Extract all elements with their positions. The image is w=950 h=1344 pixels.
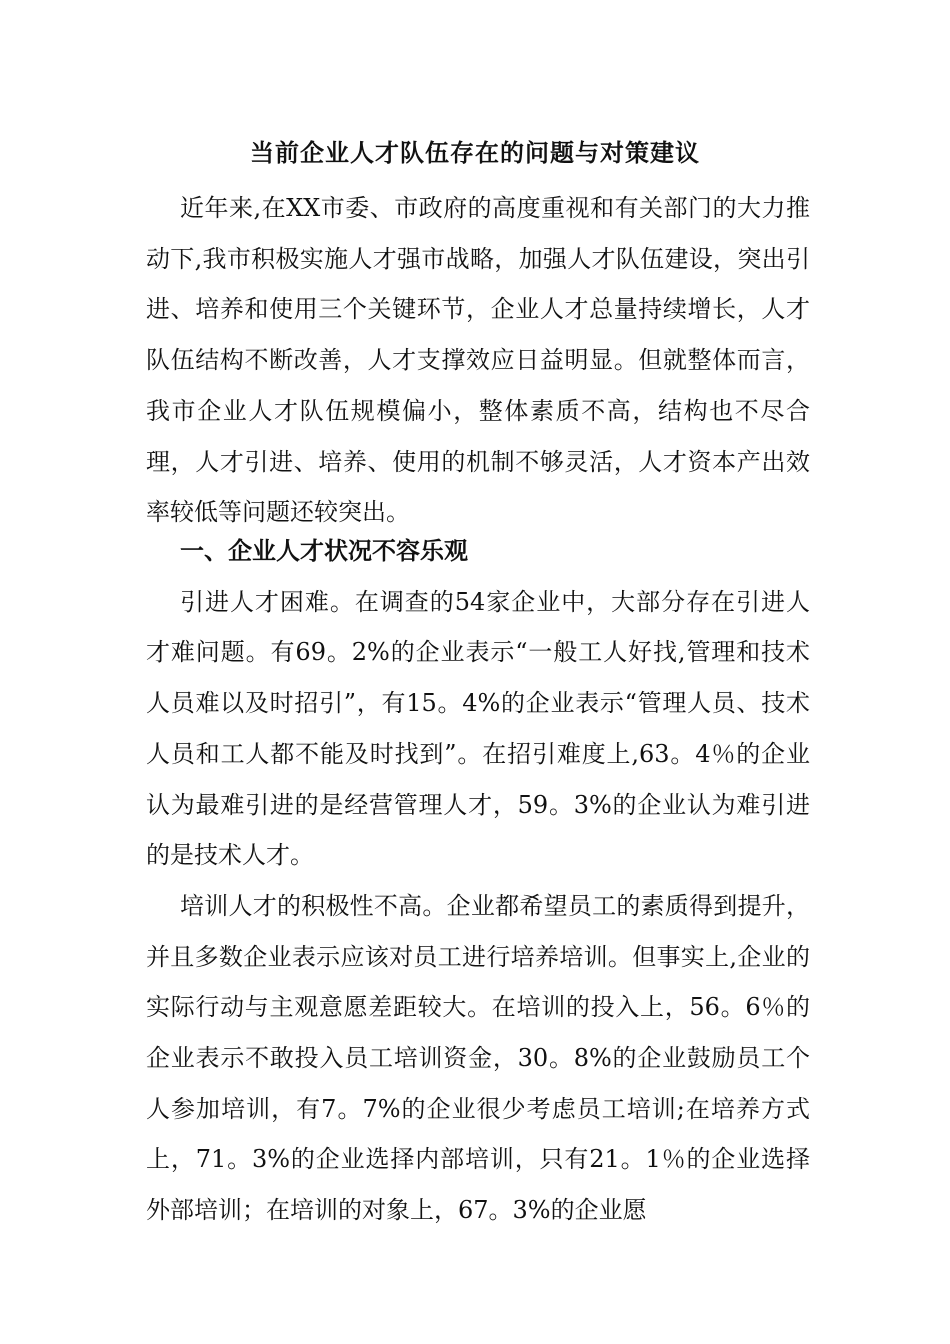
section-1 (146, 526, 810, 1236)
section-1-heading: 一、企业人才状况不容乐观 (180, 536, 468, 565)
intro-paragraph: 近年来,在XX市委、市政府的高度重视和有关部门的大力推动下,我市积极实施人才强市战略，加强人才队伍建设，突出引进、培养和使用三个关键环节，企业人才总量持续增长，人才队伍结构不断改善，人才支撑效应日益明显。但就整体而言，我市企业人才队伍规模偏小，整体素质不高，结构也不尽合理，人才引进、培养、使用的机制不够灵活，人才资本产出效率较低等问题还较突出。 (146, 194, 810, 527)
section-1-paragraph-training: 培训人才的积极性不高。企业都希望员工的素质得到提升，并且多数企业表示应该对员工进行培养培训。但事实上,企业的实际行动与主观意愿差距较大。在培训的投入上，56。6％的企业表示不敢投入员工培训资金，30。8%的企业鼓励员工个人参加培训，有7。7%的企业很少考虑员工培训;在培养方式上，71。3%的企业选择内部培训，只有21。1％的企业选择外部培训；在培训的对象上，67。3%的企业愿 (146, 891, 810, 1225)
document-title: 当前企业人才队伍存在的问题与对策建议 (250, 138, 700, 167)
section-1-paragraph-recruitment: 引进人才困难。在调查的54家企业中，大部分存在引进人才难问题。有69。2%的企业表示“一般工人好找,管理和技术人员难以及时招引”，有15。4%的企业表示“管理人员、技术人员和工人都不能及时找到”。在招引难度上,63。4％的企业认为最难引进的是经营管理人才，59。3%的企业认为难引进的是技术人才。 (146, 587, 810, 870)
intro-section (146, 183, 810, 538)
